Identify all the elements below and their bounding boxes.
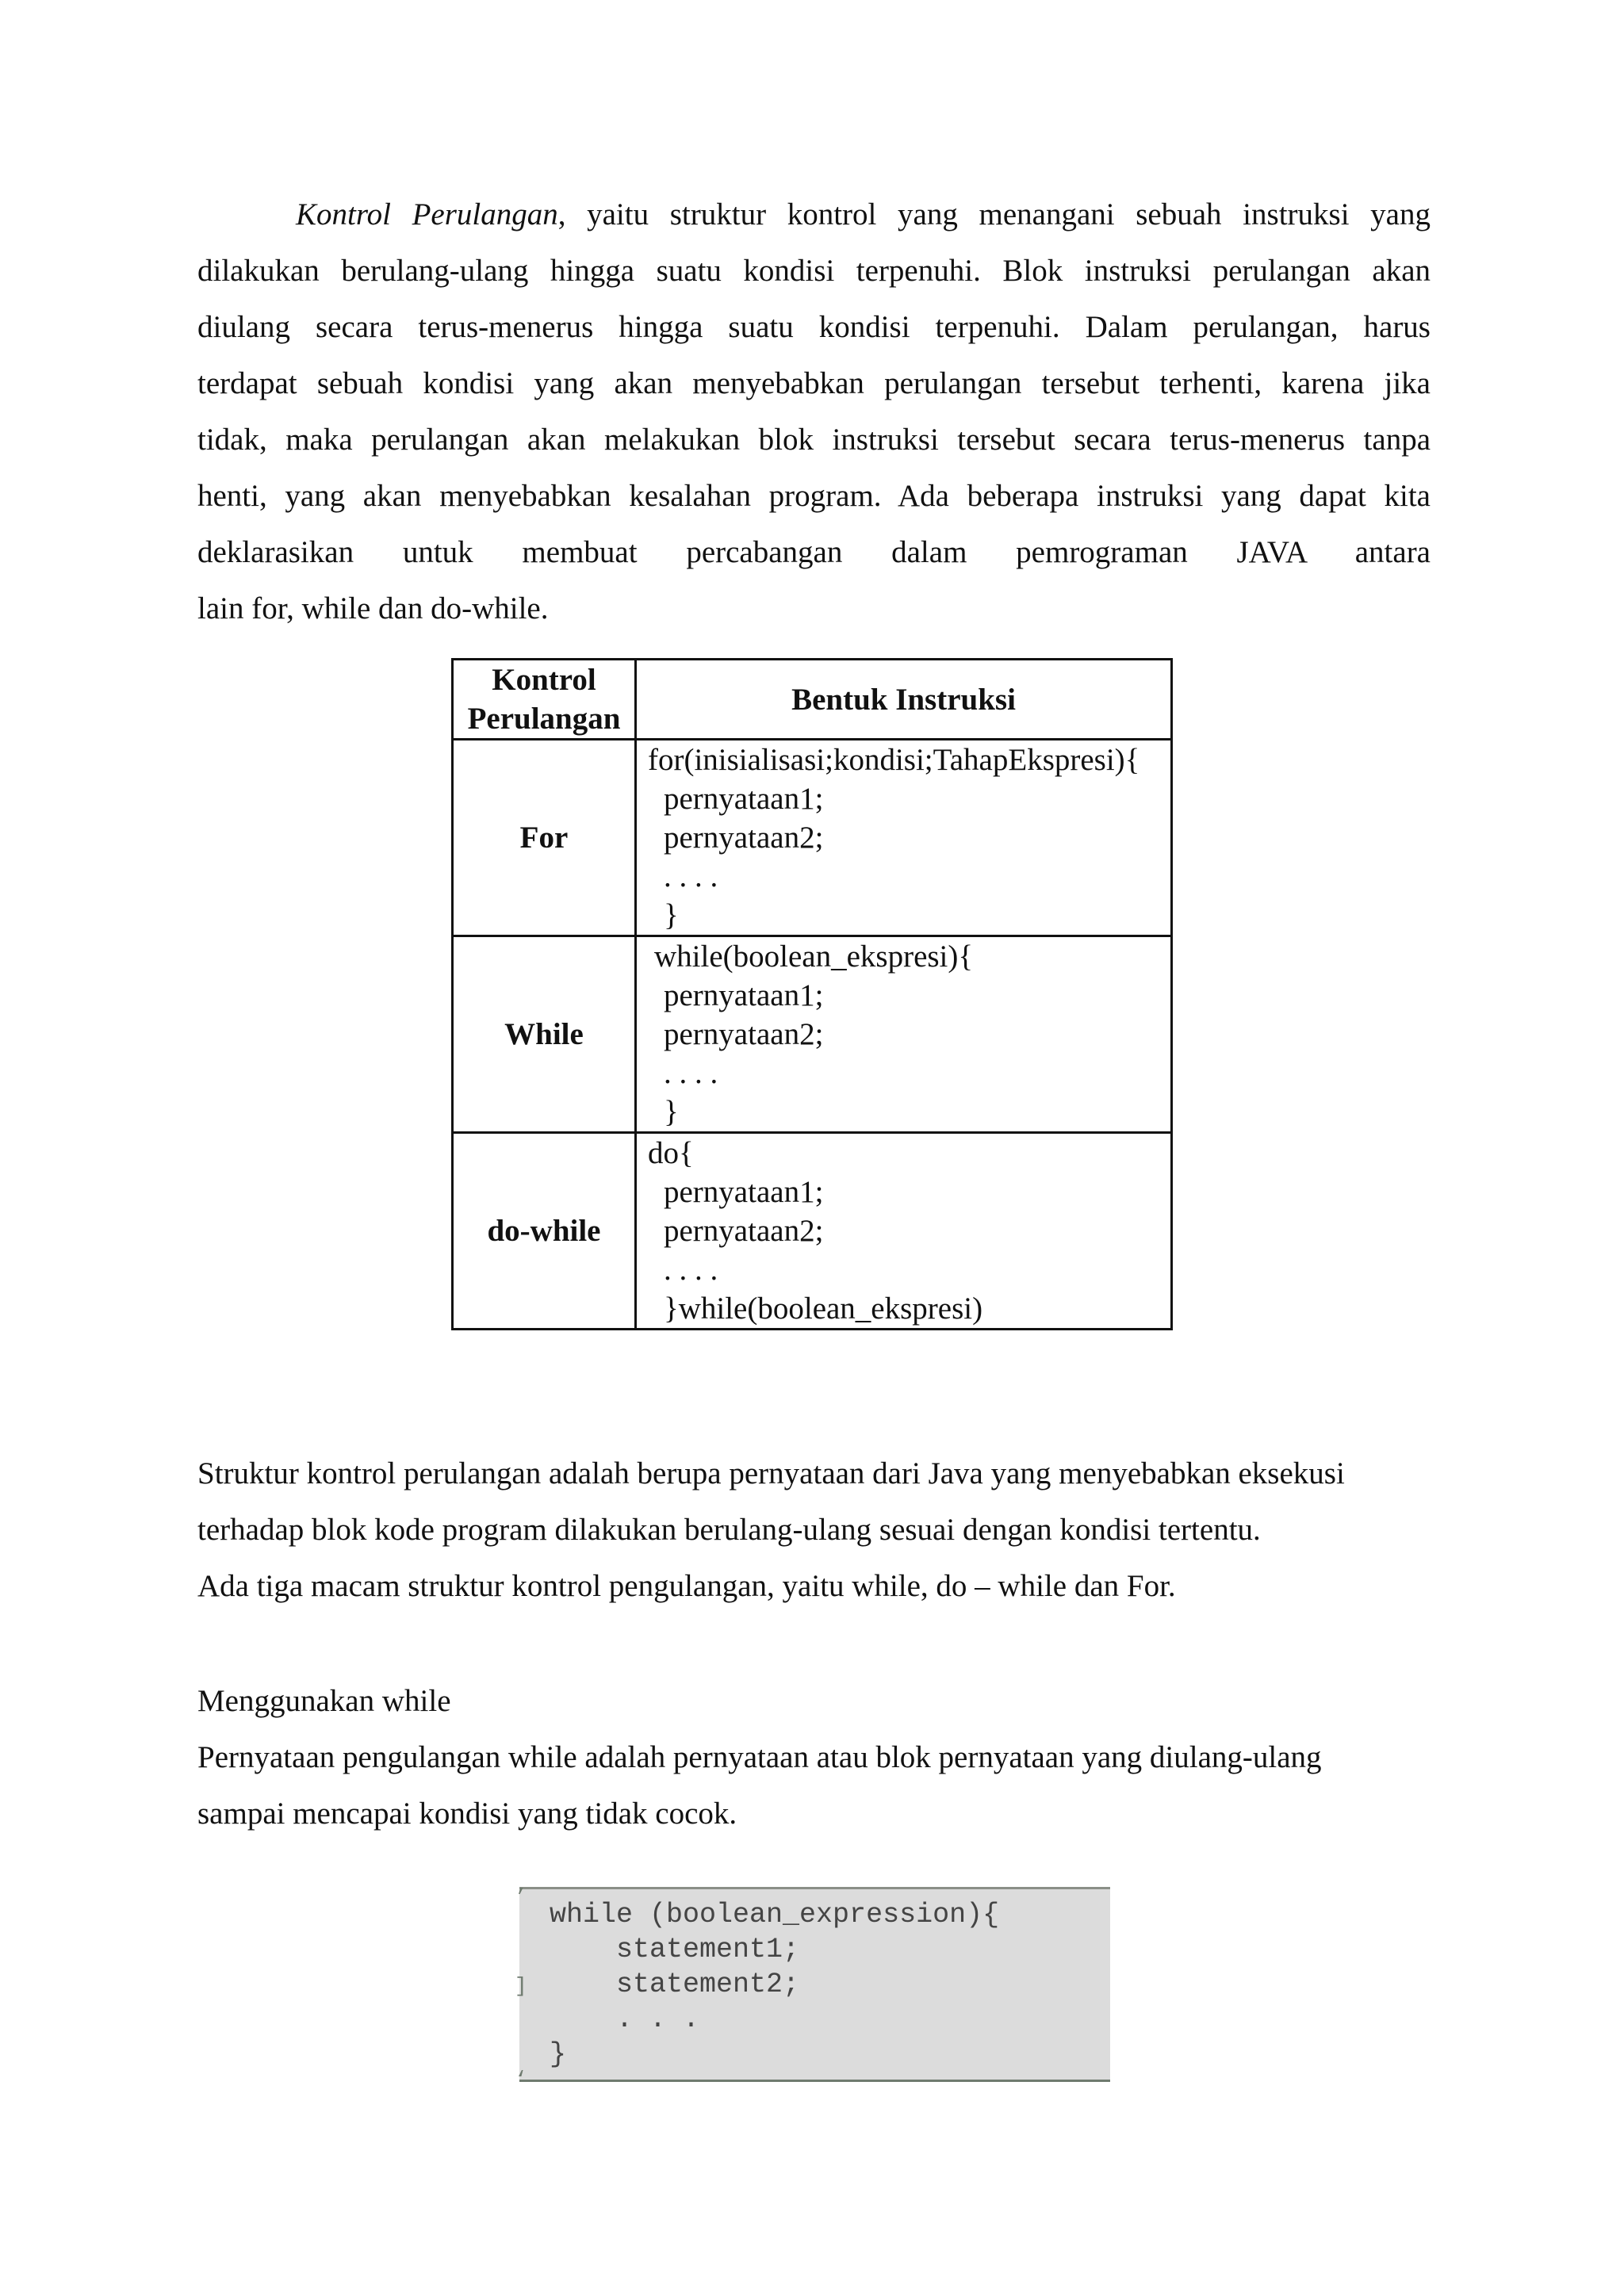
corner-mark-icon: ‘ — [515, 2068, 527, 2091]
code-line: . . . . — [664, 1253, 718, 1287]
while-description — [197, 1729, 1322, 1842]
code-line: . . . — [550, 2003, 700, 2035]
loop-control-table — [451, 658, 1173, 1330]
code-line: for(inisialisasi;kondisi;TahapEkspresi){ — [648, 743, 1140, 777]
intro-paragraph — [197, 186, 1431, 637]
intro-term: Kontrol Perulangan — [296, 197, 558, 232]
intro-line: tidak, maka perulangan akan melakukan blok instruksi tersebut secara terus-menerus tanpa — [197, 423, 1431, 457]
intro-line: dilakukan berulang-ulang hingga suatu kondisi terpenuhi. Blok instruksi perulangan akan — [197, 254, 1431, 288]
code-line: pernyataan2; — [664, 1214, 824, 1248]
code-line: . . . . — [664, 1056, 718, 1090]
code-line: pernyataan2; — [664, 821, 824, 855]
code-line: while(boolean_ekspresi){ — [654, 939, 974, 974]
code-line: while (boolean_expression){ — [550, 1899, 1000, 1931]
code-line: statement2; — [550, 1969, 800, 2000]
table-row — [453, 740, 1172, 936]
table-header-row — [453, 660, 1172, 740]
intro-line: deklarasikan untuk membuat percabangan dalam pemrograman JAVA antara — [197, 535, 1431, 569]
header-kontrol: Kontrol Perulangan — [453, 660, 636, 740]
row-name: For — [453, 740, 636, 936]
code-line: do{ — [648, 1136, 694, 1170]
while-line: Pernyataan pengulangan while adalah pernyataan atau blok pernyataan yang diulang-ulang — [197, 1740, 1322, 1774]
code-line: } — [664, 1095, 679, 1129]
bracket-mark-icon: ] — [515, 1974, 527, 1998]
header-bentuk: Bentuk Instruksi — [636, 660, 1172, 740]
intro-line: Kontrol Perulangan, yaitu struktur kontrol yang menangani sebuah instruksi yang — [296, 197, 1431, 232]
code-screenshot — [515, 1885, 1110, 2091]
code-line: } — [550, 2038, 567, 2070]
row-code — [636, 1133, 1172, 1330]
intro-line: terdapat sebuah kondisi yang akan menyebabkan perulangan tersebut terhenti, karena jika — [197, 366, 1431, 400]
code-line: }while(boolean_ekspresi) — [664, 1292, 983, 1326]
row-name: While — [453, 936, 636, 1133]
intro-line: lain for, while dan do-while. — [197, 591, 549, 626]
summary-line: terhadap blok kode program dilakukan berulang-ulang sesuai dengan kondisi tertentu. — [197, 1513, 1261, 1547]
code-line: pernyataan1; — [664, 978, 824, 1012]
table-row — [453, 936, 1172, 1133]
summary-paragraph — [197, 1445, 1431, 1614]
row-code — [636, 740, 1172, 936]
code-line: pernyataan2; — [664, 1017, 824, 1051]
while-line: sampai mencapai kondisi yang tidak cocok. — [197, 1797, 737, 1831]
code-line: pernyataan1; — [664, 1175, 824, 1209]
summary-line: Struktur kontrol perulangan adalah berupa pernyataan dari Java yang menyebabkan eksekusi — [197, 1456, 1345, 1490]
code-line: statement1; — [550, 1934, 800, 1965]
intro-line: diulang secara terus-menerus hingga suatu kondisi terpenuhi. Dalam perulangan, harus — [197, 310, 1431, 344]
code-line: pernyataan1; — [664, 782, 824, 816]
section-heading: Menggunakan while — [197, 1684, 451, 1718]
code-line: } — [664, 898, 679, 932]
code-line: . . . . — [664, 859, 718, 894]
corner-mark-icon: ’ — [515, 1885, 527, 1909]
row-code — [636, 936, 1172, 1133]
row-name: do-while — [453, 1133, 636, 1330]
summary-line: Ada tiga macam struktur kontrol pengulangan, yaitu while, do – while dan For. — [197, 1569, 1176, 1603]
intro-line: henti, yang akan menyebabkan kesalahan program. Ada beberapa instruksi yang dapat kita — [197, 479, 1431, 513]
table-row — [453, 1133, 1172, 1330]
